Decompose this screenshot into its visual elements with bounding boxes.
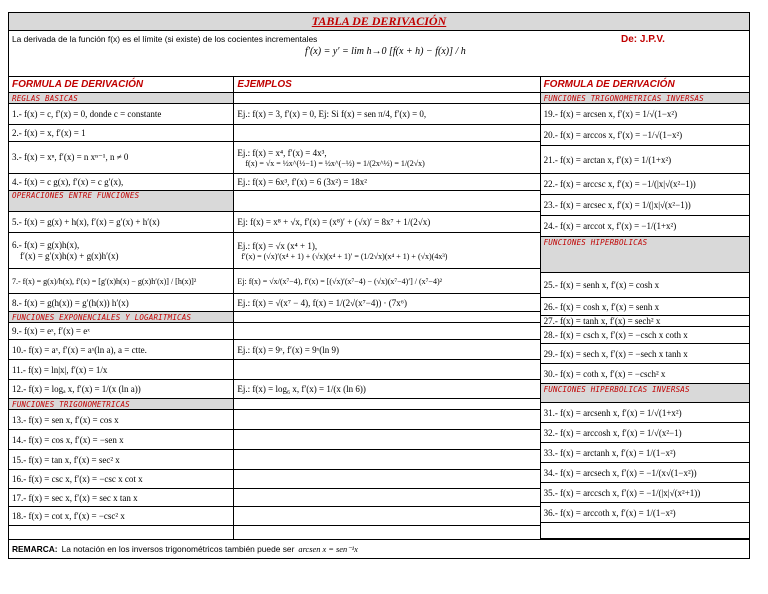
example-row: Ej: f(x) = √x/(x⁷−4), f′(x) = [(√x)′(x⁷−4) − (√x)(x⁷−4)′] / (x⁷−4)² — [234, 269, 539, 294]
formula-row: 34.- f(x) = arcsech x, f′(x) = −1/(x√(1−x²)) — [541, 463, 749, 483]
remark-equation: arcsen x = sen⁻¹x — [298, 545, 358, 554]
example-spacer — [234, 191, 539, 212]
formula-row: 7.- f(x) = g(x)/h(x), f′(x) = [g′(x)h(x) − g(x)h′(x)] / [h(x)]² — [9, 269, 233, 294]
formula-row: 26.- f(x) = cosh x, f′(x) = senh x — [541, 298, 749, 316]
formula-row: 20.- f(x) = arccos x, f′(x) = −1/√(1−x²) — [541, 125, 749, 146]
section-basic-rules: REGLAS BASICAS — [9, 93, 233, 104]
example-row: Ej.: f(x) = √(x⁷ − 4), f(x) = 1/(2√(x⁷−4)) · (7x⁶) — [234, 294, 539, 312]
formula-row: 36.- f(x) = arccoth x, f′(x) = 1/(1−x²) — [541, 503, 749, 523]
example-spacer — [234, 399, 539, 410]
example-line: f′(x) = (√x)′(x⁴ + 1) + (√x)(x⁴ + 1)′ = (1/2√x)(x⁴ + 1) + (√x)(4x³) — [241, 251, 448, 261]
column-formulas-left — [9, 77, 234, 539]
example-line: f(x) = √x = ½x^(½−1) = ½x^(−½) = 1/(2x^½) = 1/(2√x) — [245, 158, 425, 168]
example-spacer — [234, 93, 539, 104]
formula-row: 16.- f(x) = csc x, f′(x) = −csc x cot x — [9, 470, 233, 489]
example-row — [234, 507, 539, 526]
formula-row: 18.- f(x) = cot x, f′(x) = −csc² x — [9, 507, 233, 526]
column-header-left: FORMULA DE DERIVACIÓN — [9, 77, 233, 93]
intro-text: La derivada de la función f(x) es el límite (si existe) de los cocientes incrementales — [12, 34, 318, 44]
formula-row: 5.- f(x) = g(x) + h(x), f′(x) = g′(x) + h′(x) — [9, 212, 233, 233]
formula-row: 25.- f(x) = senh x, f′(x) = cosh x — [541, 273, 749, 298]
example-row — [234, 450, 539, 470]
example-line: Ej.: f(x) = √x (x⁴ + 1), — [237, 240, 318, 251]
formula-row: 30.- f(x) = coth x, f′(x) = −csch² x — [541, 364, 749, 384]
example-row — [234, 233, 539, 269]
formula-row: 33.- f(x) = arctanh x, f′(x) = 1/(1−x²) — [541, 443, 749, 463]
formula-row: 1.- f(x) = c, f′(x) = 0, donde c = constante — [9, 104, 233, 125]
formula-row: 35.- f(x) = arccsch x, f′(x) = −1/(|x|√(x²+1)) — [541, 483, 749, 503]
column-header-right: FORMULA DE DERIVACIÓN — [541, 77, 749, 93]
example-row: Ej.: f(x) = 6x³, f′(x) = 6 (3x²) = 18x² — [234, 174, 539, 191]
empty-cell — [541, 523, 749, 539]
formula-row: 15.- f(x) = tan x, f′(x) = sec² x — [9, 450, 233, 470]
remark-text: La notación en los inversos trigonométricos también puede ser — [61, 544, 295, 554]
example-row: Ej.: f(x) = 9ˣ, f′(x) = 9ˣ(ln 9) — [234, 340, 539, 360]
formula-row: 27.- f(x) = tanh x, f′(x) = sech² x — [541, 316, 749, 327]
remark-footer — [8, 539, 750, 559]
example-row: Ej: f(x) = x⁸ + √x, f′(x) = (x⁸)′ + (√x)′ = 8x⁷ + 1/(2√x) — [234, 212, 539, 233]
formula-row: 32.- f(x) = arccosh x, f′(x) = 1/√(x²−1) — [541, 423, 749, 443]
formula-line: f′(x) = g′(x)h(x) + g(x)h′(x) — [20, 251, 119, 261]
formula-row: 13.- f(x) = sen x, f′(x) = cos x — [9, 410, 233, 430]
formula-row: 12.- f(x) = logₐ x, f′(x) = 1/(x (ln a)) — [9, 380, 233, 399]
formula-row: 9.- f(x) = eˣ, f′(x) = eˣ — [9, 323, 233, 340]
formula-row: 14.- f(x) = cos x, f′(x) = −sen x — [9, 430, 233, 450]
example-row — [234, 360, 539, 380]
example-row — [234, 410, 539, 430]
column-formulas-right — [541, 77, 749, 539]
example-row — [234, 470, 539, 489]
formula-row: 31.- f(x) = arcsenh x, f′(x) = 1/√(1+x²) — [541, 403, 749, 423]
formula-row: 10.- f(x) = aˣ, f′(x) = aˣ(ln a), a = ctte. — [9, 340, 233, 360]
page-title: TABLA DE DERIVACIÓN — [8, 12, 750, 31]
section-exp-log: FUNCIONES EXPONENCIALES Y LOGARITMICAS — [9, 312, 233, 323]
formula-row: 17.- f(x) = sec x, f′(x) = sec x tan x — [9, 489, 233, 507]
section-trig: FUNCIONES TRIGONOMETRICAS — [9, 399, 233, 410]
intro-block — [8, 31, 750, 77]
formula-row: 3.- f(x) = xⁿ, f′(x) = n xⁿ⁻¹, n ≠ 0 — [9, 142, 233, 174]
example-row — [234, 142, 539, 174]
example-row — [234, 323, 539, 340]
derivative-definition: f′(x) = y′ = lim h→0 [f(x + h) − f(x)] / h — [305, 46, 466, 57]
section-inverse-trig: FUNCIONES TRIGONOMETRICAS INVERSAS — [541, 93, 749, 104]
formula-grid — [8, 77, 750, 539]
formula-row: 2.- f(x) = x, f′(x) = 1 — [9, 125, 233, 142]
formula-row: 28.- f(x) = csch x, f′(x) = −csch x coth x — [541, 327, 749, 344]
example-row: Ej.: f(x) = log₆ x, f′(x) = 1/(x (ln 6)) — [234, 380, 539, 399]
section-hyperbolic: FUNCIONES HIPERBOLICAS — [541, 237, 749, 273]
example-spacer — [234, 312, 539, 323]
remark-label: REMARCA: — [12, 544, 58, 554]
section-inverse-hyperbolic: FUNCIONES HIPERBOLICAS INVERSAS — [541, 384, 749, 403]
author-label: De: J.P.V. — [621, 34, 665, 45]
formula-row: 21.- f(x) = arctan x, f′(x) = 1/(1+x²) — [541, 146, 749, 174]
example-line: Ej.: f(x) = x⁴, f′(x) = 4x³, — [237, 147, 327, 158]
formula-row: 22.- f(x) = arccsc x, f′(x) = −1/(|x|√(x²−1)) — [541, 174, 749, 195]
example-row — [234, 489, 539, 507]
column-examples — [234, 77, 540, 539]
example-row — [234, 125, 539, 142]
formula-row: 19.- f(x) = arcsen x, f′(x) = 1/√(1−x²) — [541, 104, 749, 125]
section-operations: OPERACIONES ENTRE FUNCIONES — [9, 191, 233, 212]
formula-row — [9, 233, 233, 269]
formula-row: 8.- f(x) = g(h(x)) = g′(h(x)) h′(x) — [9, 294, 233, 312]
example-row: Ej.: f(x) = 3, f′(x) = 0, Ej: Si f(x) = sen π/4, f′(x) = 0, — [234, 104, 539, 125]
column-header-examples: EJEMPLOS — [234, 77, 539, 93]
formula-row: 4.- f(x) = c g(x), f′(x) = c g′(x), — [9, 174, 233, 191]
formula-row: 23.- f(x) = arcsec x, f′(x) = 1/(|x|√(x²−1)) — [541, 195, 749, 216]
formula-row: 29.- f(x) = sech x, f′(x) = −sech x tanh x — [541, 344, 749, 364]
derivative-table-sheet — [8, 12, 750, 559]
formula-line: 6.- f(x) = g(x)h(x), — [12, 240, 80, 250]
example-row — [234, 430, 539, 450]
formula-row: 11.- f(x) = ln|x|, f′(x) = 1/x — [9, 360, 233, 380]
formula-row: 24.- f(x) = arccot x, f′(x) = −1/(1+x²) — [541, 216, 749, 237]
